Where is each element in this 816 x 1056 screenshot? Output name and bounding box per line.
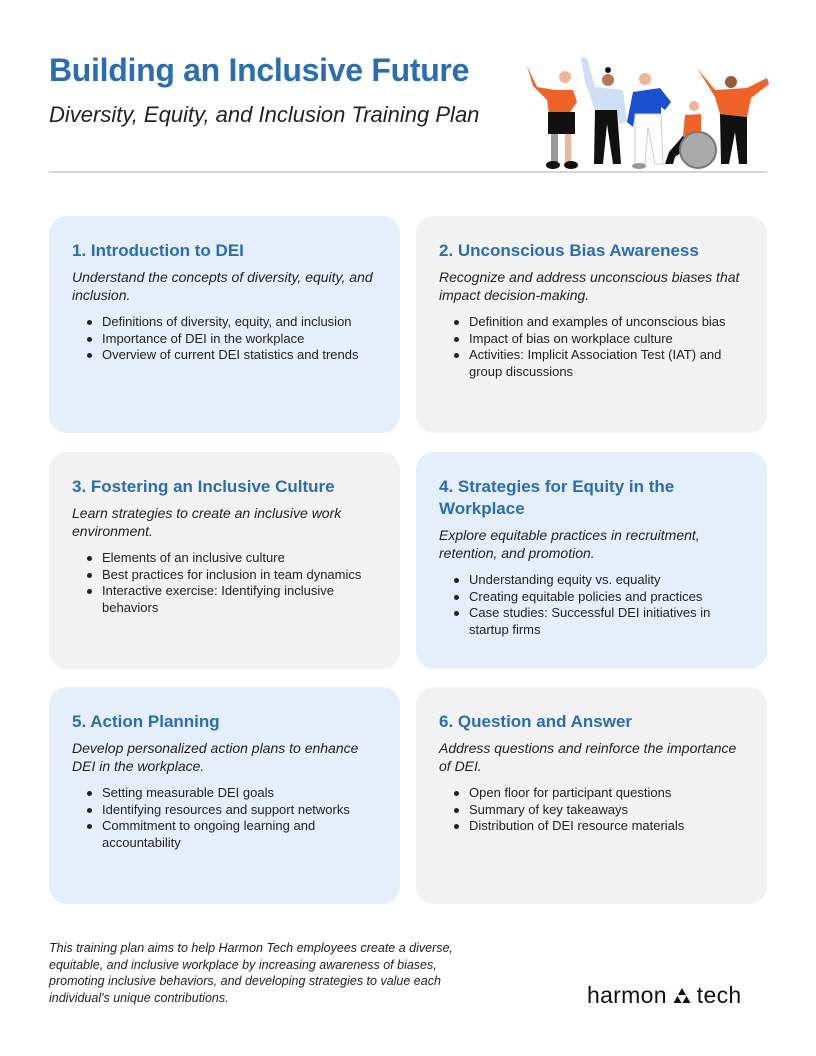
page-subtitle: Diversity, Equity, and Inclusion Training Plan (49, 102, 480, 127)
section-description: Understand the concepts of diversity, equity, and inclusion. (72, 269, 373, 303)
list-item: Impact of bias on workplace culture (469, 331, 745, 348)
section-description: Address questions and reinforce the importance of DEI. (439, 740, 737, 774)
list-item: Overview of current DEI statistics and trends (102, 347, 378, 364)
list-item: Open floor for participant questions (469, 785, 745, 802)
page-title: Building an Inclusive Future (49, 52, 470, 88)
list-item: Definition and examples of unconscious bias (469, 314, 745, 331)
section-title: 3. Fostering an Inclusive Culture (72, 477, 335, 496)
section-description: Learn strategies to create an inclusive work environment. (72, 505, 342, 539)
section-description: Explore equitable practices in recruitment, retention, and promotion. (439, 527, 700, 561)
triangle-logo-icon (672, 987, 692, 1005)
section-title: 4. Strategies for Equity in the Workplace (439, 477, 675, 518)
list-item: Importance of DEI in the workplace (102, 331, 378, 348)
section-title: 5. Action Planning (72, 712, 220, 731)
list-item: Identifying resources and support networks (102, 802, 378, 819)
section-title: 1. Introduction to DEI (72, 241, 244, 260)
list-item: Definitions of diversity, equity, and inclusion (102, 314, 378, 331)
list-item: Commitment to ongoing learning and accountability (102, 818, 378, 851)
list-item: Elements of an inclusive culture (102, 550, 378, 567)
section-card-2 (416, 216, 767, 433)
section-card-3 (49, 452, 400, 669)
logo-text-right: tech (696, 982, 742, 1008)
section-description: Develop personalized action plans to enhance DEI in the workplace. (72, 740, 359, 774)
section-card-5 (49, 687, 400, 904)
header-divider (49, 171, 767, 173)
list-item: Best practices for inclusion in team dynamics (102, 567, 378, 584)
list-item: Case studies: Successful DEI initiatives in startup firms (469, 605, 745, 638)
list-item: Activities: Implicit Association Test (IAT) and group discussions (469, 347, 745, 380)
list-item: Summary of key takeaways (469, 802, 745, 819)
list-item: Interactive exercise: Identifying inclusive behaviors (102, 583, 378, 616)
list-item: Creating equitable policies and practices (469, 589, 745, 606)
diverse-people-illustration (515, 52, 770, 172)
section-card-1 (49, 216, 400, 433)
footer-summary: This training plan aims to help Harmon Tech employees create a diverse, equitable, and inclusive workplace by increasing awareness of biases, promoting inclusive behaviors, and developing strategies to value each individual's unique contributions. (49, 941, 453, 1005)
harmon-tech-logo (587, 982, 741, 1009)
section-card-6 (416, 687, 767, 904)
section-title: 2. Unconscious Bias Awareness (439, 241, 699, 260)
section-description: Recognize and address unconscious biases that impact decision-making. (439, 269, 740, 303)
list-item: Setting measurable DEI goals (102, 785, 378, 802)
list-item: Distribution of DEI resource materials (469, 818, 745, 835)
section-card-4 (416, 452, 767, 669)
list-item: Understanding equity vs. equality (469, 572, 745, 589)
section-title: 6. Question and Answer (439, 712, 633, 731)
logo-text-left: harmon (587, 982, 667, 1008)
